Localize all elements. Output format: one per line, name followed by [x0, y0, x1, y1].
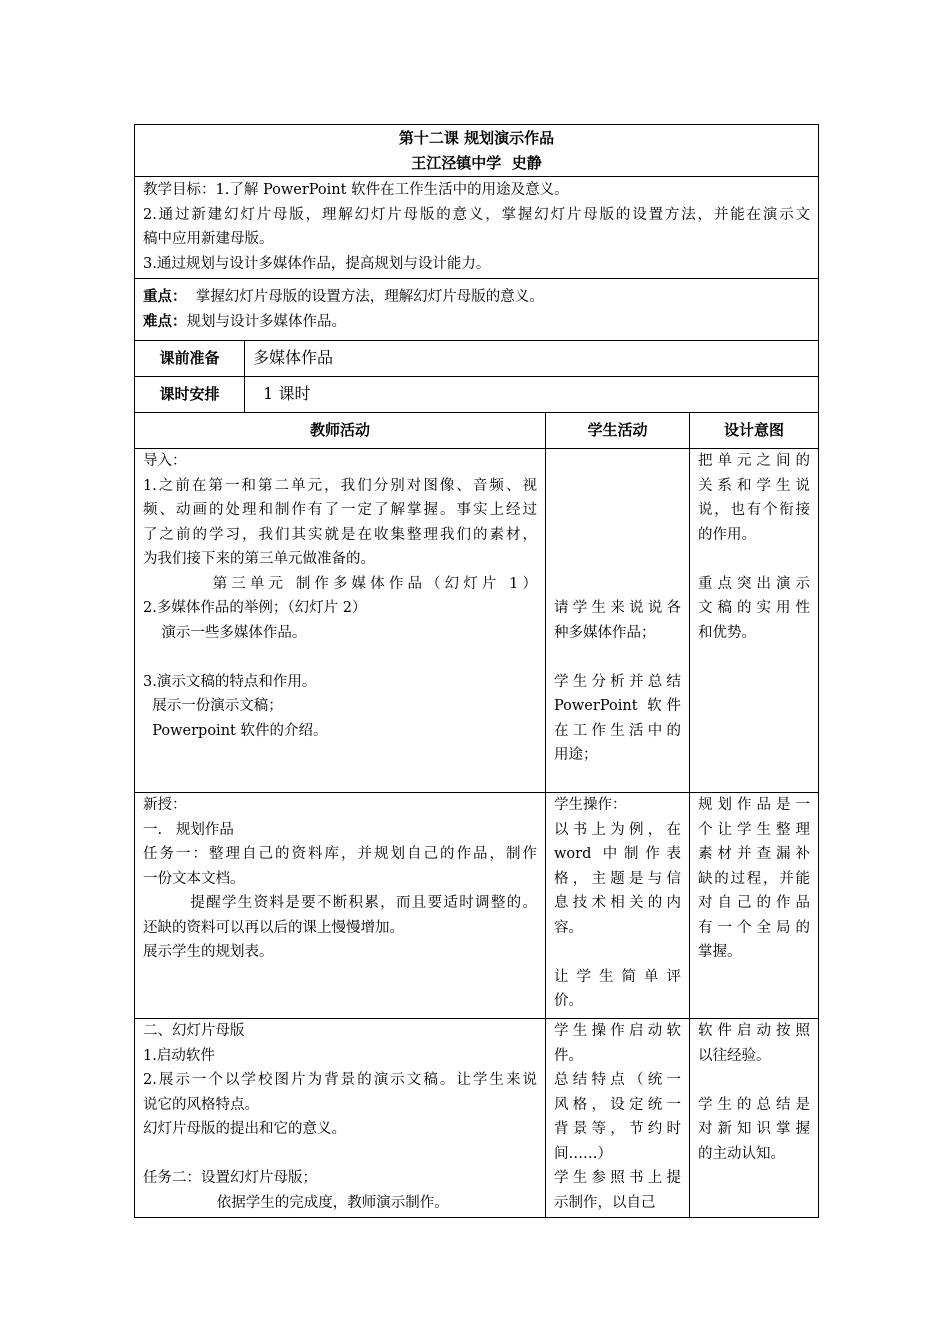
student-line	[554, 449, 681, 474]
student-line: 学生参照书上提	[554, 1170, 681, 1186]
title-row	[135, 125, 819, 177]
goal-line: 3.通过规划与设计多媒体作品，提高规划与设计能力。	[143, 255, 491, 272]
teacher-line: 依据学生的完成度，教师演示制作。	[143, 1194, 449, 1211]
teacher-line	[143, 768, 537, 793]
student-line: 在工作生活中的	[554, 722, 681, 739]
student-line: 让学生简单评	[554, 968, 681, 985]
design-line: 把单元之间的	[698, 453, 811, 469]
student-line: 背景等，节约时	[554, 1121, 681, 1137]
design-line: 重点突出演示	[698, 575, 811, 592]
student-line: 示制作，以自己	[554, 1194, 656, 1211]
teacher-line: 演示一些多媒体作品。	[143, 624, 307, 641]
student-activity-cell	[546, 449, 690, 793]
teacher-line: 任务一：整理自己的资料库，并规划自己的作品，制作	[143, 846, 537, 862]
student-line: PowerPoint 软件	[554, 698, 681, 714]
teacher-line: 任务二：设置幻灯片母版；	[143, 1170, 317, 1186]
design-line: 软件启动按照	[698, 1023, 811, 1039]
student-line: 容。	[554, 919, 583, 936]
goals-cell	[135, 177, 819, 279]
teacher-line: 提醒学生资料是要不断积累，而且要适时调整的。	[143, 895, 537, 911]
teacher-line: 2.展示一个以学校图片为背景的演示文稿。让学生来说	[143, 1072, 537, 1088]
design-intent-cell	[690, 1019, 819, 1218]
schedule-value-text: 1 课时	[253, 384, 311, 404]
column-header-row	[135, 413, 819, 449]
difficult-text: 规划与设计多媒体作品。	[186, 313, 346, 330]
student-line	[554, 474, 681, 499]
teacher-line: 频、动画的处理和制作有了一定了解掌握。事实上经过	[143, 502, 537, 518]
teacher-line: 展示学生的规划表。	[143, 944, 274, 960]
teacher-line	[143, 1142, 537, 1167]
design-line: 说，也有个衔接	[698, 502, 811, 518]
student-line: word 中制作表	[554, 846, 681, 862]
student-line	[554, 547, 681, 572]
teacher-line: 3.演示文稿的特点和作用。	[143, 673, 317, 690]
design-intent-cell	[690, 793, 819, 1019]
design-line: 素材并查漏补	[698, 846, 811, 862]
design-line: 以往经验。	[698, 1047, 771, 1064]
design-line: 文稿的实用性	[698, 600, 811, 616]
design-line: 有一个全局的	[698, 919, 811, 936]
key-label: 重点：	[143, 288, 187, 305]
teacher-line	[143, 743, 537, 768]
teacher-line: 导入：	[143, 453, 187, 469]
student-line: 格，主题是与信	[554, 870, 681, 887]
design-line: 对自己的作品	[698, 895, 811, 911]
teacher-line: 2.多媒体作品的举例；（幻灯片 2）	[143, 600, 367, 616]
teacher-line	[143, 645, 537, 670]
student-line: 价。	[554, 993, 583, 1009]
design-line: 和优势。	[698, 624, 756, 641]
schedule-value	[245, 377, 819, 413]
teacher-line: 新授：	[143, 797, 187, 813]
student-line: 学生操作：	[554, 797, 627, 813]
student-line	[554, 498, 681, 523]
student-line: 件。	[554, 1047, 583, 1064]
prep-row	[135, 341, 819, 377]
goal-line: 稿中应用新建母版。	[143, 231, 274, 247]
lesson-plan-page	[134, 124, 818, 1218]
teacher-line: 展示一份演示文稿；	[143, 698, 283, 714]
design-line: 关系和学生说	[698, 477, 811, 494]
teacher-line: 1.启动软件	[143, 1047, 215, 1064]
design-line: 学生的总结是	[698, 1096, 811, 1113]
teacher-line: 二、幻灯片母版	[143, 1023, 245, 1039]
activity-row	[135, 1019, 819, 1218]
key-point-line	[143, 285, 810, 310]
activity-row	[135, 793, 819, 1019]
goal-line: 2.通过新建幻灯片母版，理解幻灯片母版的意义，掌握幻灯片母版的设置方法，并能在演示文	[143, 206, 811, 223]
student-line: 学生分析并总结	[554, 673, 681, 690]
design-line	[698, 547, 810, 572]
design-intent-cell	[690, 449, 819, 793]
schedule-row	[135, 377, 819, 413]
teacher-line: 一. 规划作品	[143, 821, 234, 838]
difficult-point-line	[143, 310, 810, 335]
teacher-line: 1.之前在第一和第二单元，我们分别对图像、音频、视	[143, 477, 537, 494]
teacher-line: 幻灯片母版的提出和它的意义。	[143, 1121, 346, 1137]
design-line	[698, 1068, 810, 1093]
student-line: 种多媒体作品；	[554, 624, 656, 641]
student-line: 用途；	[554, 747, 598, 763]
student-line: 总结特点（统一	[554, 1072, 681, 1088]
lesson-author: 王江泾镇中学 史静	[411, 153, 542, 172]
teacher-activity-header: 教师活动	[135, 413, 546, 449]
student-activity-cell	[546, 793, 690, 1019]
design-line: 对新知识掌握	[698, 1121, 811, 1137]
student-activity-cell	[546, 1019, 690, 1218]
student-line: 间……）	[554, 1145, 612, 1162]
schedule-label: 课时安排	[135, 377, 245, 413]
student-line: 学生操作启动软	[554, 1023, 681, 1039]
student-line	[554, 645, 681, 670]
teacher-activity-cell	[135, 793, 546, 1019]
design-line: 规划作品是一	[698, 797, 811, 813]
design-line: 的主动认知。	[698, 1145, 785, 1162]
key-points-row	[135, 279, 819, 341]
design-line: 掌握。	[698, 944, 742, 960]
difficult-label: 难点：	[143, 312, 187, 330]
student-line	[554, 768, 681, 793]
student-line	[554, 940, 681, 965]
title-cell	[135, 125, 819, 177]
student-line: 请学生来说说各	[554, 600, 681, 616]
teacher-line: 了之前的学习，我们其实就是在收集整理我们的素材，	[143, 526, 537, 543]
student-activity-header: 学生活动	[546, 413, 690, 449]
teacher-activity-cell	[135, 1019, 546, 1218]
teacher-line: 第三单元 制作多媒体作品（幻灯片 1）	[143, 575, 537, 592]
design-intent-header: 设计意图	[690, 413, 819, 449]
key-points-cell	[135, 279, 819, 341]
key-text: 掌握幻灯片母版的设置方法，理解幻灯片母版的意义。	[186, 289, 544, 305]
student-line	[554, 572, 681, 597]
lesson-plan-table	[134, 124, 819, 1218]
prep-value: 多媒体作品	[245, 341, 819, 377]
design-line: 个让学生整理	[698, 821, 811, 838]
student-line: 息技术相关的内	[554, 895, 681, 911]
teacher-activity-cell	[135, 449, 546, 793]
student-line	[554, 523, 681, 548]
goals-row	[135, 177, 819, 279]
teacher-line: 说它的风格特点。	[143, 1096, 259, 1113]
activity-row	[135, 449, 819, 793]
teacher-line: 为我们接下来的第三单元做准备的。	[143, 551, 375, 567]
design-line: 缺的过程，并能	[698, 870, 811, 887]
student-line: 以书上为例，在	[554, 821, 681, 838]
teacher-line: 一份文本文档。	[143, 870, 245, 887]
lesson-title: 第十二课 规划演示作品	[398, 129, 555, 147]
teacher-line: 还缺的资料可以再以后的课上慢慢增加。	[143, 919, 404, 936]
prep-label: 课前准备	[135, 341, 245, 377]
design-line: 的作用。	[698, 526, 756, 543]
student-line: 风格，设定统一	[554, 1096, 681, 1113]
goal-line: 教学目标：1.了解 PowerPoint 软件在工作生活中的用途及意义。	[143, 182, 569, 198]
teacher-line: Powerpoint 软件的介绍。	[143, 722, 328, 739]
